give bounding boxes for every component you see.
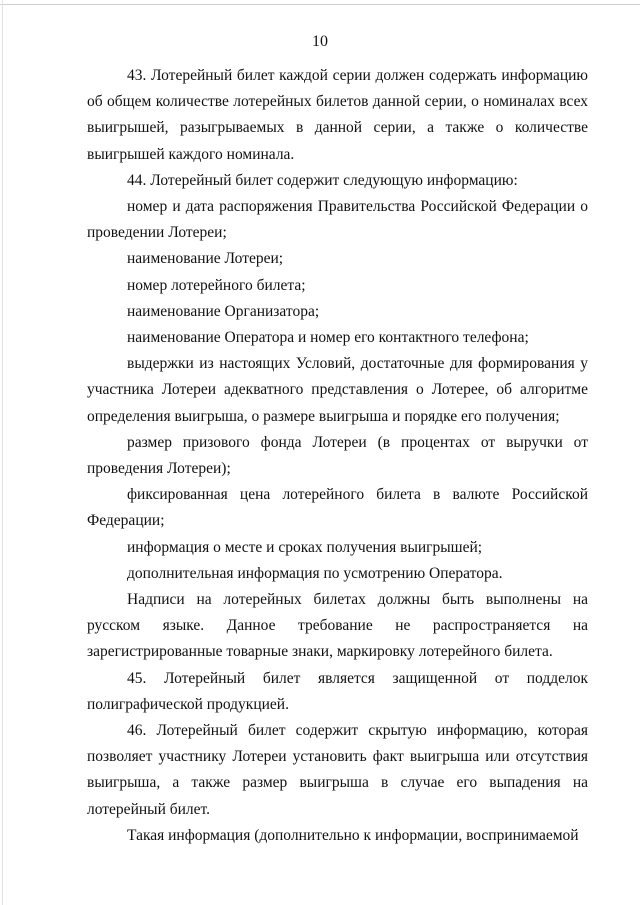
paragraph-45: 45. Лотерейный билет является защищенной от подделок полиграфической продукцией. [87, 669, 588, 713]
paragraph-hidden-info: Такая информация (дополнительно к информации, воспринимаемой [127, 826, 579, 844]
scan-left-border [2, 0, 3, 905]
paragraph-language-requirement: Надписи на лотерейных билетах должны быть выполнены на русском языке. Данное требование не распространяется на зарегистрированные товарные знаки, маркировку лотерейного билета. [87, 591, 588, 661]
paragraph-46: 46. Лотерейный билет содержит скрытую информацию, которая позволяет участнику Лотереи установить факт выигрыша или отсутствия выигрыша, а также размер выигрыша в случае его выпадения на лотерейный билет. [87, 722, 588, 818]
list-item-prize-fund: размер призового фонда Лотереи (в процентах от выручки от проведения Лотереи); [87, 433, 588, 478]
list-item-additional-info: дополнительная информация по усмотрению Оператора. [127, 564, 503, 582]
scan-top-border [0, 4, 640, 5]
list-item-ticket-number: номер лотерейного билета; [127, 276, 306, 294]
list-item-conditions-excerpt: выдержки из настоящих Условий, достаточные для формирования у участника Лотереи адекватного представления о Лотерее, об алгоритме определения выигрыша, о размере выигрыша и порядке его получения; [87, 355, 588, 425]
list-item-lottery-name: наименование Лотереи; [127, 250, 284, 268]
list-item-ticket-price: фиксированная цена лотерейного билета в валюте Российской Федерации; [87, 486, 588, 530]
list-item-organizer-name: наименование Организатора; [127, 302, 320, 320]
paragraph-44: 44. Лотерейный билет содержит следующую информацию: [127, 171, 518, 189]
list-item-decree: номер и дата распоряжения Правительства Российской Федерации о проведении Лотереи; [87, 198, 588, 242]
list-item-operator-name: наименование Оператора и номер его контактного телефона; [127, 329, 529, 347]
list-item-prize-info: информация о месте и сроках получения выигрышей; [127, 538, 483, 556]
paragraph-43: 43. Лотерейный билет каждой серии должен содержать информацию об общем количестве лотерейных билетов данной серии, о номиналах всех выигрышей, разыгрываемых в данной серии, а также о количестве выигрышей каждого номинала. [87, 67, 588, 163]
page-number: 10 [312, 33, 328, 50]
body-text [87, 63, 588, 849]
